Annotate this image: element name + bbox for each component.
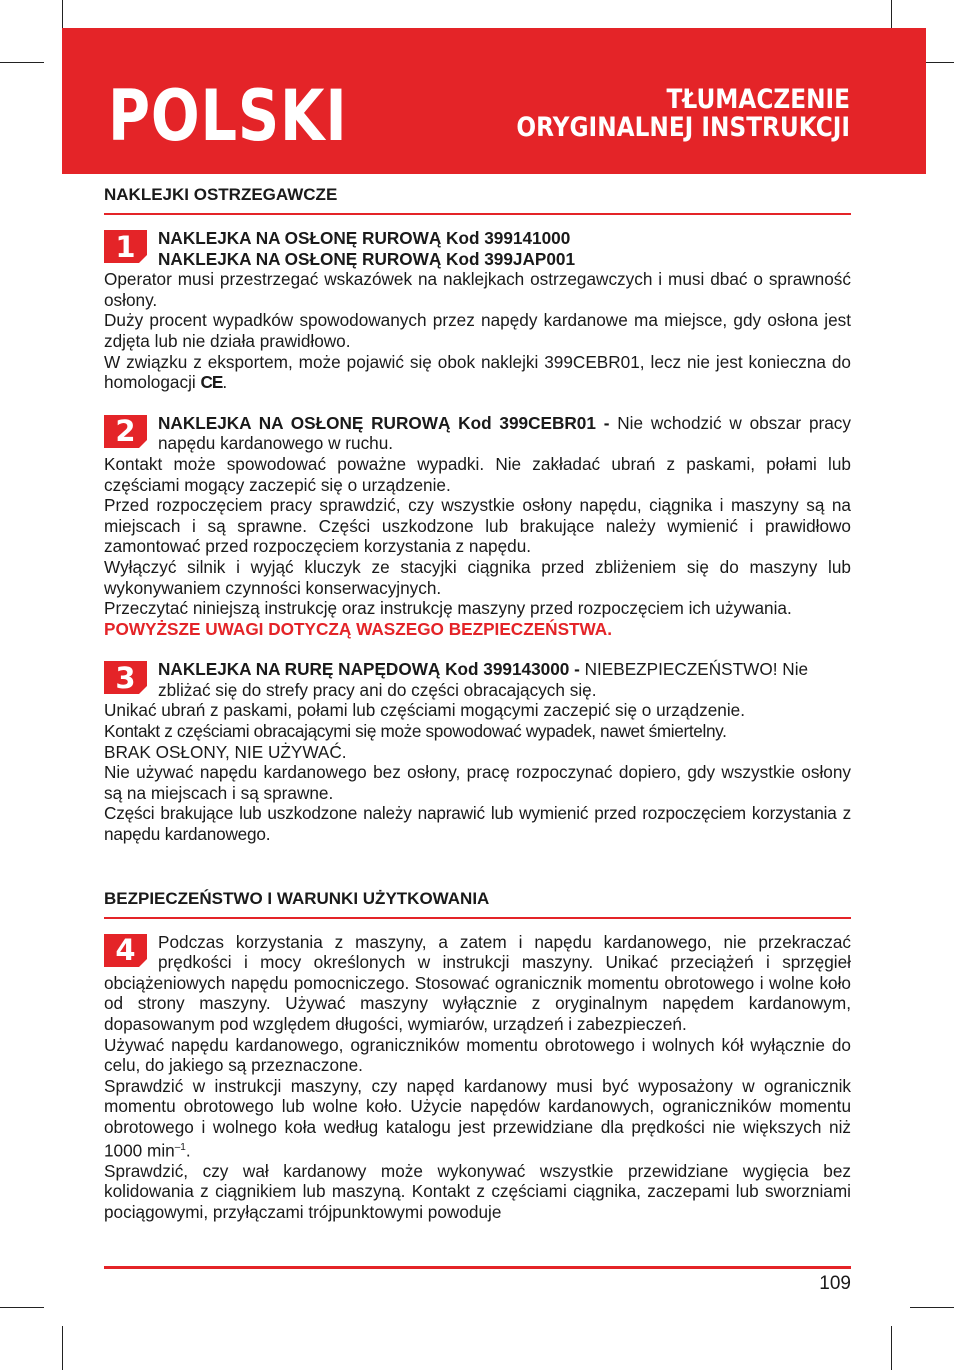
item-heading: NAKLEJKA NA OSŁONĘ RUROWĄ Kod 399141000	[158, 228, 571, 248]
paragraph-text: Sprawdzić w instrukcji maszyny, czy napęd kardanowy musi być wyposażony w ogranicznik momentu obrotowego lub wolne koło. Użycie napędów kardanowych, ograniczników momentu obrotowego i wolnego koła według katalogu jest przewidziane dla prędkości nie większych niż 1000 min	[104, 1075, 851, 1161]
language-title: POLSKI	[108, 75, 348, 157]
item-number-badge: 4	[104, 934, 147, 967]
paragraph-text: NIEBEZPIECZEŃSTWO! Nie zbliżać się do strefy pracy ani do części obracających się.	[158, 659, 809, 700]
section-title-warning-labels: NAKLEJKI OSTRZEGAWCZE	[104, 184, 851, 215]
ce-mark-icon: CE	[200, 372, 223, 393]
crop-mark	[891, 1326, 892, 1370]
warning-item-3	[104, 659, 851, 844]
warning-item-4	[104, 932, 851, 1223]
paragraph: BRAK OSŁONY, NIE UŻYWAĆ.	[104, 741, 347, 762]
paragraph-text: W związku z eksportem, może pojawić się obok naklejki 399CEBR01, lecz nie jest konieczna do homologacji	[104, 351, 851, 393]
crop-mark	[0, 1307, 44, 1308]
item-number-badge: 2	[104, 415, 147, 448]
paragraph: Podczas korzystania z maszyny, a zatem i napędu kardanowego, nie przekraczać prędkości i mocy określonych w instrukcji maszyny. Unikać przeciążeń i sprzęgieł obciążeniowych napędu pomocniczego. Stosować ogranicznik momentu obrotowego i wolne koło od strony maszyny. Używać maszyny wyłącznie z oryginalnym napędem kardanowym, dopasowanym pod względem długości, wymiarów, urządzeń i zabezpieczeń.	[104, 931, 851, 1034]
paragraph: Duży procent wypadków spowodowanych przez napędy kardanowe ma miejsce, gdy osłona jest zdjęta lub nie działa prawidłowo.	[104, 310, 851, 351]
paragraph	[104, 1076, 851, 1161]
spacer	[104, 865, 851, 888]
item-number-badge: 1	[104, 230, 147, 263]
paragraph: Części brakujące lub uszkodzone należy naprawić lub wymienić przed rozpoczęciem korzystania z napędu kardanowego.	[104, 803, 851, 845]
superscript: –1	[174, 1141, 186, 1153]
punctuation: .	[222, 372, 228, 393]
item-heading: NAKLEJKA NA OSŁONĘ RUROWĄ Kod 399CEBR01 -	[158, 412, 610, 433]
paragraph: Operator musi przestrzegać wskazówek na naklejkach ostrzegawczych i musi dbać o sprawność osłony.	[104, 269, 851, 310]
paragraph-text: Nie wchodzić w obszar pracy napędu kardanowego w ruchu.	[158, 412, 851, 454]
footer-rule	[104, 1266, 851, 1269]
warning-item-1	[104, 228, 851, 393]
item-heading: NAKLEJKA NA RURĘ NAPĘDOWĄ Kod 399143000 -	[158, 659, 580, 680]
crop-mark	[0, 62, 44, 63]
page-number: 109	[819, 1273, 851, 1294]
paragraph: Nie używać napędu kardanowego bez osłony, pracę rozpoczynać dopiero, gdy wszystkie osłony są na miejscach i są sprawne.	[104, 762, 851, 803]
paragraph: Unikać ubrań z paskami, połami lub częściami mogącymi zaczepić się o urządzenie.	[104, 700, 745, 721]
page-content	[104, 184, 851, 1243]
paragraph: Kontakt może spowodować poważne wypadki. Nie zakładać ubrań z paskami, połami lub częściami mogący zaczepić się o urządzenie.	[104, 453, 851, 495]
safety-warning: POWYŻSZE UWAGI DOTYCZĄ WASZEGO BEZPIECZEŃSTWA.	[104, 618, 612, 639]
paragraph: Wyłączyć silnik i wyjąć kluczyk ze stacyjki ciągnika przed zbliżeniem się do maszyny lub wykonywaniem czynności konserwacyjnych.	[104, 556, 851, 598]
paragraph	[104, 659, 851, 700]
paragraph: Sprawdzić, czy wał kardanowy może wykonywać wszystkie przewidziane wygięcia bez kolidowania z ciągnikiem lub maszyną. Kontakt z częściami ciągnika, zaczepami lub sworzniami pociągowymi, przyłączami trójpunktowymi powoduje	[104, 1160, 851, 1223]
paragraph	[104, 413, 851, 454]
paragraph: Przed rozpoczęciem pracy sprawdzić, czy wszystkie osłony napędu, ciągnika i maszyny są na miejscach i są sprawne. Części uszkodzone lub brakujące należy wymienić i prawidłowo zamontować przed rozpoczęciem korzystania z napędu.	[104, 495, 851, 557]
paragraph: Przeczytać niniejszą instrukcję oraz instrukcję maszyny przed rozpoczęciem ich używania.	[104, 598, 792, 619]
header-subtitle	[462, 86, 850, 142]
paragraph: Kontakt z częściami obracającymi się może spowodować wypadek, nawet śmiertelny.	[104, 721, 727, 742]
item-number-badge: 3	[104, 661, 147, 694]
subtitle-line-2: ORYGINALNEJ INSTRUKCJI	[516, 112, 850, 143]
item-heading: NAKLEJKA NA OSŁONĘ RUROWĄ Kod 399JAP001	[158, 248, 576, 269]
punctuation: .	[185, 1140, 191, 1161]
paragraph: Używać napędu kardanowego, ograniczników momentu obrotowego i wolnych kół wyłącznie do celu, do jakiego są przeznaczone.	[104, 1034, 851, 1076]
crop-mark	[910, 1307, 954, 1308]
crop-mark	[62, 1326, 63, 1370]
warning-item-2	[104, 413, 851, 640]
section-title-safety: BEZPIECZEŃSTWO I WARUNKI UŻYTKOWANIA	[104, 888, 851, 919]
paragraph	[104, 352, 851, 393]
subtitle-line-1: TŁUMACZENIE	[666, 84, 850, 115]
